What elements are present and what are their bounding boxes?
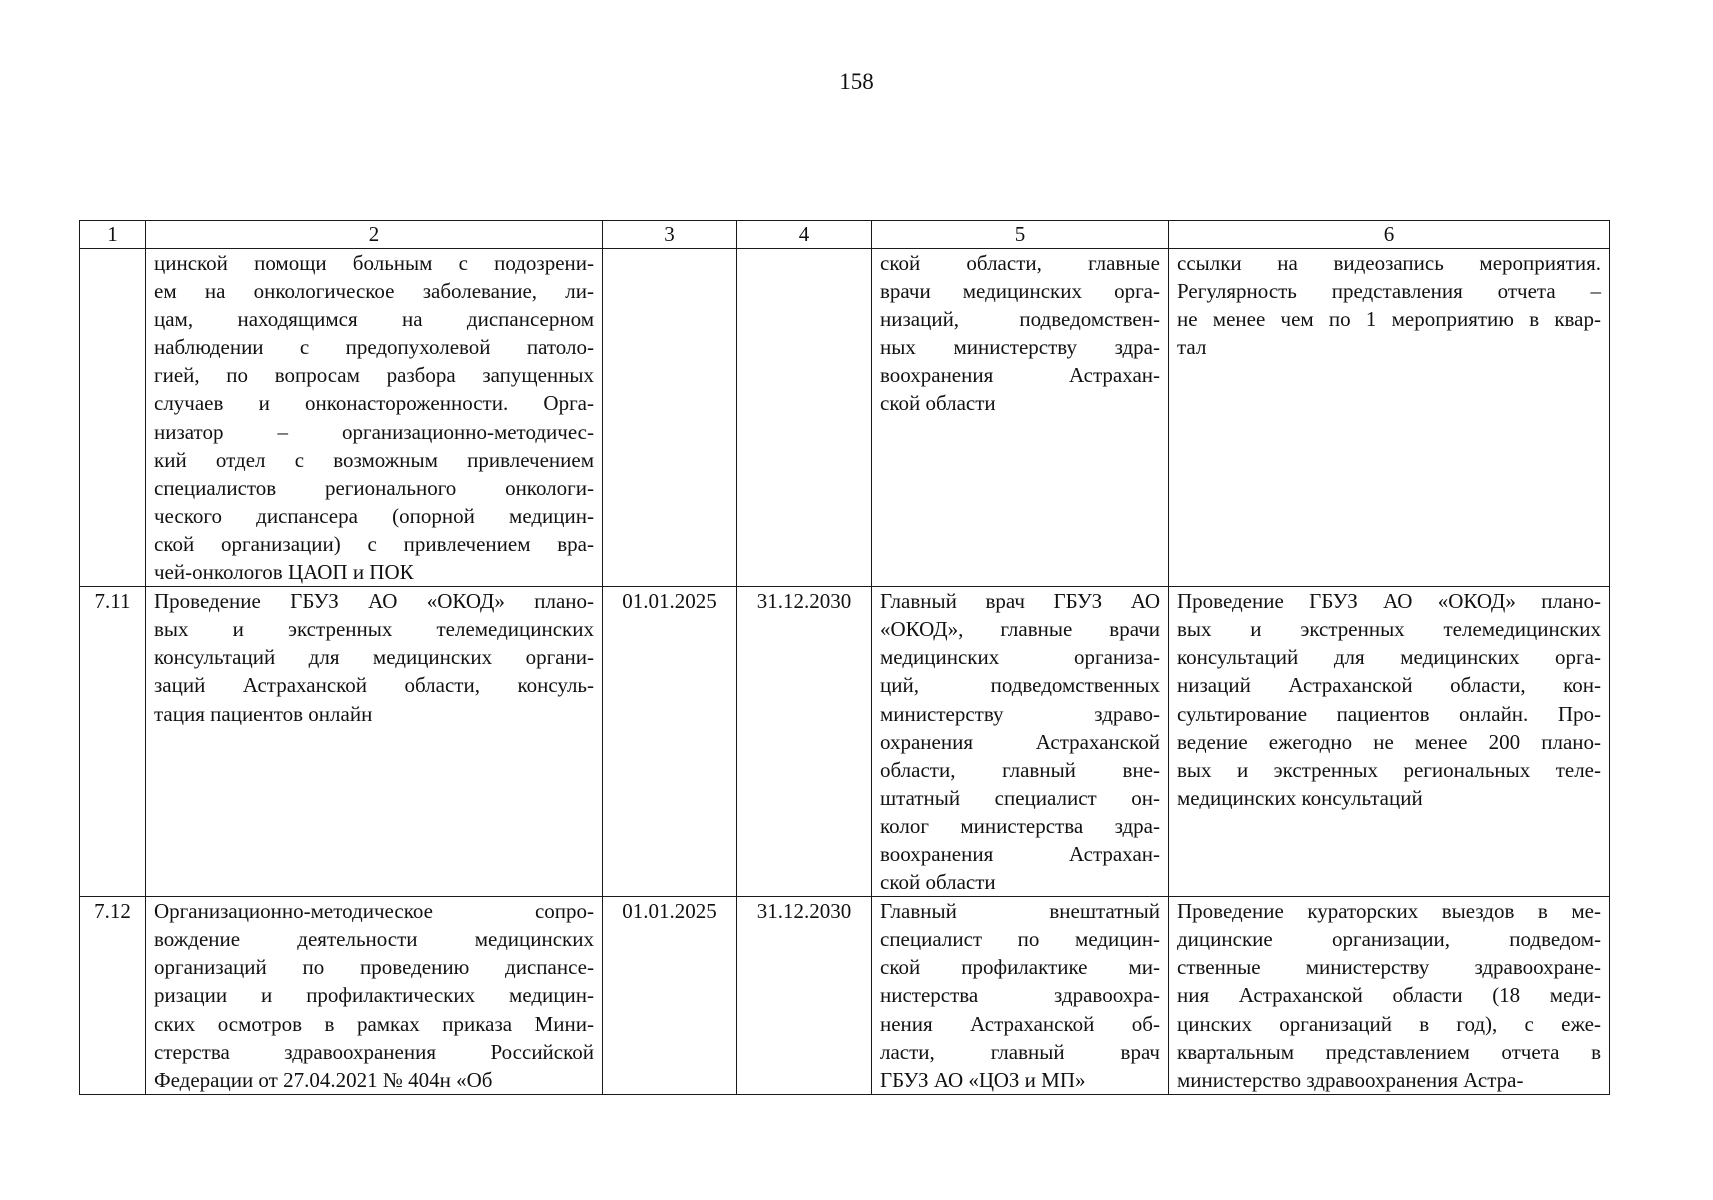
text-line: дицинские организации, подведом- [1177, 927, 1601, 952]
header-col-1: 1 [80, 221, 146, 249]
result-cell [1169, 587, 1610, 897]
text-line: министерству здраво- [880, 701, 1160, 726]
text-line: низаций, подведомствен- [880, 307, 1160, 332]
text-line: ской области [880, 870, 996, 895]
result-cell [1169, 249, 1610, 587]
start-date-cell [603, 249, 737, 587]
text-line: медицинских организа- [880, 645, 1160, 670]
table-row [80, 897, 1610, 1095]
text-line: вых и экстренных телемедицинских [154, 617, 594, 642]
text-line: специалист по медицин- [880, 927, 1160, 952]
text-line: случаев и онконастороженности. Орга- [154, 391, 594, 416]
text-line: штатный специалист он- [880, 785, 1160, 810]
text-line: колог министерства здра- [880, 813, 1160, 838]
text-line: ций, подведомственных [880, 673, 1160, 698]
text-line: Проведение ГБУЗ АО «ОКОД» плано- [154, 589, 594, 614]
text-line: «ОКОД», главные врачи [880, 617, 1160, 642]
text-line: ссылки на видеозапись мероприятия. [1177, 251, 1601, 275]
text-line: специалистов регионального онкологи- [154, 475, 594, 500]
text-line: Регулярность представления отчета – [1177, 279, 1601, 304]
text-line: вождение деятельности медицинских [154, 927, 594, 952]
text-line: нения Астраханской об- [880, 1011, 1160, 1036]
text-line: гией, по вопросам разбора запущенных [154, 363, 594, 388]
text-line: Главный внештатный [880, 899, 1160, 924]
text-line: ских осмотров в рамках приказа Мини- [154, 1011, 594, 1036]
text-line: наблюдении с предопухолевой патоло- [154, 335, 594, 360]
text-line: медицинских консультаций [1177, 785, 1423, 810]
text-line: Проведение кураторских выездов в ме- [1177, 899, 1601, 924]
text-line: заций Астраханской области, консуль- [154, 673, 594, 698]
text-line: ГБУЗ АО «ЦОЗ и МП» [880, 1067, 1086, 1092]
text-line: стерства здравоохранения Российской [154, 1039, 594, 1064]
text-line: консультаций для медицинских органи- [154, 645, 594, 670]
text-line: воохранения Астрахан- [880, 363, 1160, 388]
text-line: ведение ежегодно не менее 200 плано- [1177, 729, 1601, 754]
start-date-cell: 01.01.2025 [603, 587, 737, 897]
header-col-4: 4 [737, 221, 872, 249]
text-line: Проведение ГБУЗ АО «ОКОД» плано- [1177, 589, 1601, 614]
responsible-cell [872, 587, 1169, 897]
page-number: 158 [839, 69, 874, 94]
start-date-cell: 01.01.2025 [603, 897, 737, 1095]
text-line: ской организации) с привлечением вра- [154, 531, 594, 556]
text-line: консультаций для медицинских орга- [1177, 645, 1601, 670]
end-date-cell [737, 249, 872, 587]
text-line: цинской помощи больным с подозрени- [154, 251, 594, 275]
text-line: нистерства здравоохра- [880, 983, 1160, 1008]
measure-description-cell [146, 587, 603, 897]
result-cell [1169, 897, 1610, 1095]
responsible-cell [872, 249, 1169, 587]
header-col-6: 6 [1169, 221, 1610, 249]
text-line: низатор – организационно-методичес- [154, 419, 594, 444]
table-row [80, 249, 1610, 587]
text-line: чей-онкологов ЦАОП и ПОК [154, 560, 414, 585]
text-line: ской области [880, 391, 996, 416]
end-date-cell: 31.12.2030 [737, 587, 872, 897]
text-line: ласти, главный врач [880, 1039, 1160, 1064]
text-line: ственные министерству здравоохране- [1177, 955, 1601, 980]
text-line: квартальным представлением отчета в [1177, 1039, 1601, 1064]
text-line: ных министерству здра- [880, 335, 1160, 360]
item-number-cell [80, 249, 146, 587]
text-line: Главный врач ГБУЗ АО [880, 589, 1160, 614]
text-line: Организационно-методическое сопро- [154, 899, 594, 924]
text-line: ризации и профилактических медицин- [154, 983, 594, 1008]
measures-table [79, 220, 1610, 1095]
text-line: тация пациентов онлайн [154, 701, 373, 726]
text-line: министерство здравоохранения Астра- [1177, 1067, 1524, 1092]
text-line: низаций Астраханской области, кон- [1177, 673, 1601, 698]
text-line: организаций по проведению диспансе- [154, 955, 594, 980]
text-line: цам, находящимся на диспансерном [154, 307, 594, 332]
header-row [80, 221, 1610, 249]
text-line: Федерации от 27.04.2021 № 404н «Об [154, 1067, 493, 1092]
item-number-cell: 7.11 [80, 587, 146, 897]
text-line: тал [1177, 335, 1207, 360]
responsible-cell [872, 897, 1169, 1095]
text-line: не менее чем по 1 мероприятию в квар- [1177, 307, 1601, 332]
table-row [80, 587, 1610, 897]
measure-description-cell [146, 249, 603, 587]
text-line: охранения Астраханской [880, 729, 1160, 754]
text-line: ния Астраханской области (18 меди- [1177, 983, 1601, 1008]
measure-description-cell [146, 897, 603, 1095]
text-line: ской области, главные [880, 251, 1160, 275]
header-col-3: 3 [603, 221, 737, 249]
text-line: области, главный вне- [880, 757, 1160, 782]
text-line: ем на онкологическое заболевание, ли- [154, 279, 594, 304]
text-line: ской профилактике ми- [880, 955, 1160, 980]
text-line: вых и экстренных региональных теле- [1177, 757, 1601, 782]
item-number-cell: 7.12 [80, 897, 146, 1095]
header-col-2: 2 [146, 221, 603, 249]
header-col-5: 5 [872, 221, 1169, 249]
text-line: кий отдел с возможным привлечением [154, 447, 594, 472]
text-line: врачи медицинских орга- [880, 279, 1160, 304]
end-date-cell: 31.12.2030 [737, 897, 872, 1095]
text-line: воохранения Астрахан- [880, 841, 1160, 866]
text-line: вых и экстренных телемедицинских [1177, 617, 1601, 642]
text-line: ческого диспансера (опорной медицин- [154, 503, 594, 528]
text-line: сультирование пациентов онлайн. Про- [1177, 701, 1601, 726]
text-line: цинских организаций в год), с еже- [1177, 1011, 1601, 1036]
